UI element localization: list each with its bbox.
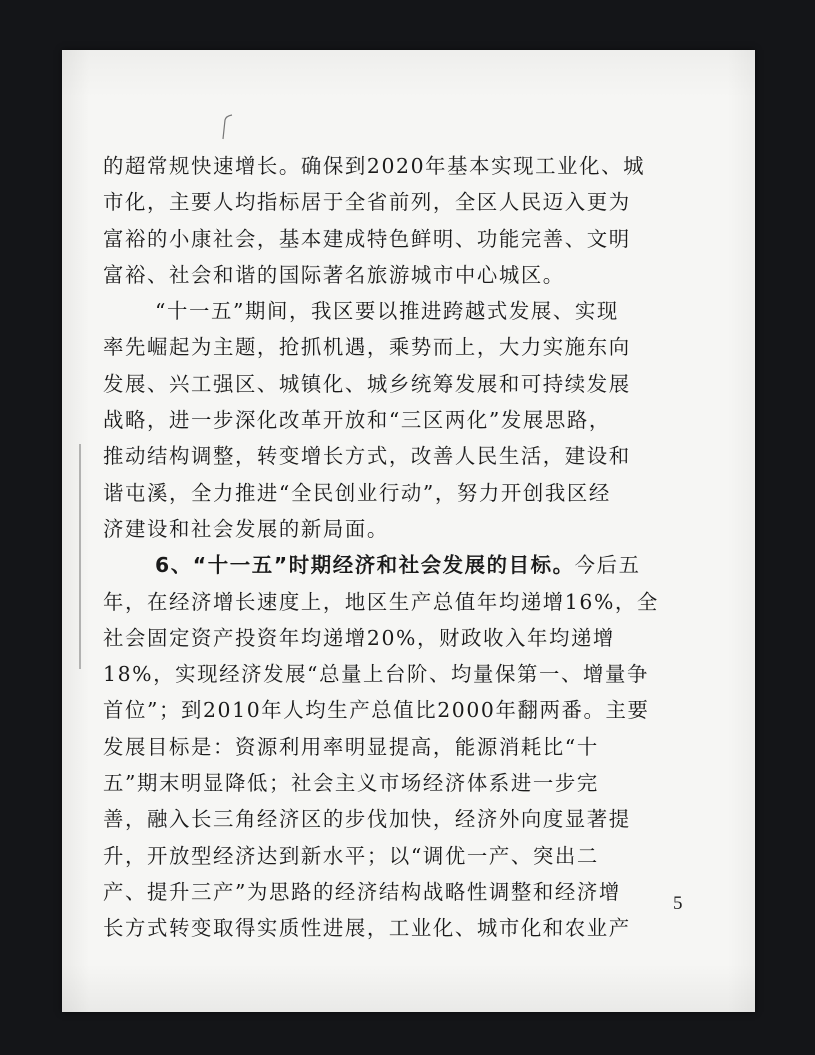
text-line: 18%，实现经济发展“总量上台阶、均量保第一、增量争 [103,662,649,687]
edge-shadow-mark [79,444,81,669]
text-line: 发展、兴工强区、城镇化、城乡统筹发展和可持续发展 [103,371,631,396]
section-heading-line [103,547,703,583]
text-line: 战略，进一步深化改革开放和“三区两化”发展思路， [103,408,611,433]
text-line: 五”期末明显降低；社会主义市场经济体系进一步完 [103,771,599,796]
text-line: 的超常规快速增长。确保到2020年基本实现工业化、城 [103,154,646,178]
text-line: 长方式转变取得实质性进展，工业化、城市化和农业产 [103,916,631,941]
text-line: 推动结构调整，转变增长方式，改善人民生活，建设和 [103,444,631,469]
text-line: 善，融入长三角经济区的步伐加快，经济外向度显著提 [103,807,631,832]
text-line: 社会固定资产投资年均递增20%，财政收入年均递增 [103,625,615,650]
text-line: 市化，主要人均指标居于全省前列，全区人民迈入更为 [103,190,631,215]
text-line: 年，在经济增长速度上，地区生产总值年均递增16%，全 [103,589,659,614]
paragraph-start-line: “十一五”期间，我区要以推进跨越式发展、实现 [155,299,619,324]
text-line: 升，开放型经济达到新水平；以“调优一产、突出二 [103,843,599,868]
text-line: 富裕、社会和谐的国际著名旅游城市中心城区。 [103,262,565,287]
heading-trailing-text: 今后五 [574,553,641,578]
text-line: 谐屯溪，全力推进“全民创业行动”，努力开创我区经 [103,480,611,505]
page-number: 5 [673,893,683,914]
text-line: 产、提升三产”为思路的经济结构战略性调整和经济增 [103,879,621,904]
text-line: 率先崛起为主题，抢抓机遇，乘势而上，大力实施东向 [103,335,631,360]
text-line: 首位”；到2010年人均生产总值比2000年翻两番。主要 [103,698,650,723]
text-line: 济建设和社会发展的新局面。 [103,516,389,541]
text-line: 富裕的小康社会，基本建成特色鲜明、功能完善、文明 [103,226,631,251]
section-heading: 6、“十一五”时期经济和社会发展的目标。 [155,553,575,578]
text-line: 发展目标是：资源利用率明显提高，能源消耗比“十 [103,734,599,759]
document-body [103,148,703,947]
pen-stroke-mark [220,114,234,140]
